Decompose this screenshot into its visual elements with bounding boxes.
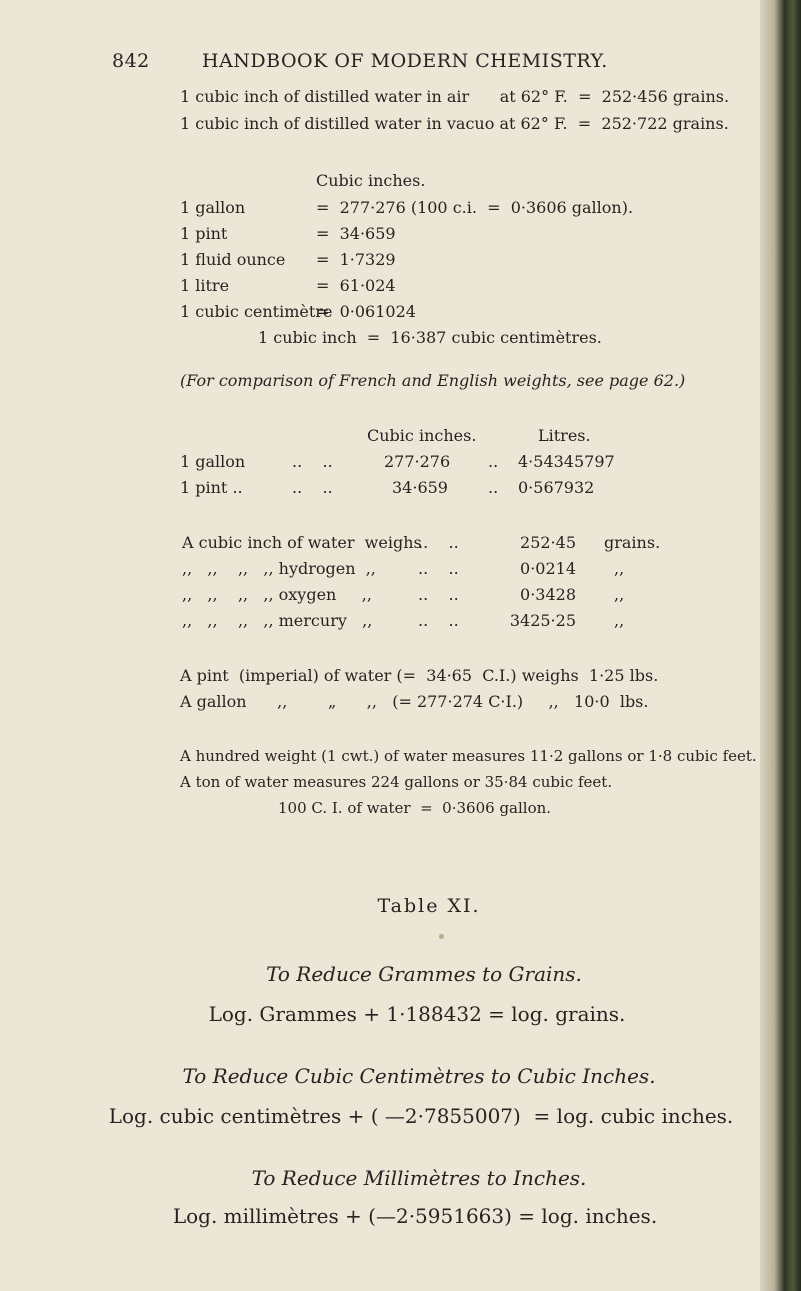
table-cell-value: 252·45 xyxy=(520,533,576,552)
formula: Log. Grammes + 1·188432 = log. grains. xyxy=(208,1002,626,1026)
print-speck xyxy=(439,934,444,939)
leader-dots: .. .. xyxy=(292,452,333,471)
text-line: A hundred weight (1 cwt.) of water measures 11·2 gallons or 1·8 cubic feet. xyxy=(180,747,757,765)
row-label: 1 fluid ounce xyxy=(180,250,286,269)
row-label: 1 pint xyxy=(180,224,228,243)
row-label: 1 litre xyxy=(180,276,230,295)
table-row-label: ,, ,, ,, ,, mercury ,, xyxy=(182,611,373,630)
row-value: = 34·659 xyxy=(316,224,396,243)
leader-dots: .. .. xyxy=(418,611,459,630)
comparison-note: (For comparison of French and English weights, see page 62.) xyxy=(180,371,686,390)
row-label: 1 cubic centimètre xyxy=(180,302,333,321)
table-row-label: ,, ,, ,, ,, hydrogen ,, xyxy=(182,559,376,578)
leader-dots: .. .. xyxy=(418,585,459,604)
table-cell-value: 3425·25 xyxy=(509,611,576,630)
book-binding-edge xyxy=(760,0,801,1291)
section-heading: To Reduce Millimètres to Inches. xyxy=(251,1166,587,1190)
table-cell-litres: 4·54345797 xyxy=(518,452,615,471)
table-cell-value: 0·3428 xyxy=(520,585,576,604)
text-line: A gallon ,, „ ,, (= 277·274 C·I.) ,, 10·0 lbs. xyxy=(180,692,649,711)
row-value: = 1·7329 xyxy=(316,250,396,269)
text-line: A ton of water measures 224 gallons or 35·84 cubic feet. xyxy=(180,773,613,791)
table-row-label: A cubic inch of water weighs xyxy=(182,533,422,552)
row-value: = 61·024 xyxy=(316,276,396,295)
text-line: 1 cubic inch of distilled water in vacuo at 62° F. = 252·722 grains. xyxy=(180,114,729,133)
leader-dots: .. xyxy=(488,478,499,497)
row-value: = 0·061024 xyxy=(316,302,416,321)
row-value: = 277·276 (100 c.i. = 0·3606 gallon). xyxy=(316,198,634,217)
page-number: 842 xyxy=(112,50,150,72)
table-cell-unit: grains. xyxy=(604,533,661,552)
table-row-label: 1 gallon xyxy=(180,452,246,471)
text-line: A pint (imperial) of water (= 34·65 C.I.) weighs 1·25 lbs. xyxy=(180,666,659,685)
column-heading-litres: Litres. xyxy=(538,426,591,445)
leader-dots: .. .. xyxy=(418,559,459,578)
table-cell-unit: ,, xyxy=(614,559,625,578)
table-cell-cubic: 277·276 xyxy=(384,452,451,471)
table-row-label: ,, ,, ,, ,, oxygen ,, xyxy=(182,585,372,604)
table-cell-unit: ,, xyxy=(614,611,625,630)
table-cell-unit: ,, xyxy=(614,585,625,604)
table-cell-cubic: 34·659 xyxy=(392,478,448,497)
table-cell-litres: 0·567932 xyxy=(518,478,595,497)
table-title: Table XI. xyxy=(377,895,481,917)
leader-dots: .. .. xyxy=(418,533,459,552)
table-row-label: 1 pint .. xyxy=(180,478,243,497)
formula: Log. millimètres + (—2·5951663) = log. inches. xyxy=(172,1204,658,1228)
leader-dots: .. .. xyxy=(292,478,333,497)
running-title: HANDBOOK OF MODERN CHEMISTRY. xyxy=(202,50,608,72)
text-line: 100 C. I. of water = 0·3606 gallon. xyxy=(278,799,552,817)
table-cell-value: 0·0214 xyxy=(520,559,576,578)
section-heading: To Reduce Grammes to Grains. xyxy=(266,962,582,986)
text-line: 1 cubic inch of distilled water in air at 62° F. = 252·456 grains. xyxy=(180,87,730,106)
row-label: 1 gallon xyxy=(180,198,246,217)
section-heading: To Reduce Cubic Centimètres to Cubic Inches. xyxy=(182,1064,656,1088)
block-footer: 1 cubic inch = 16·387 cubic centimètres. xyxy=(258,328,602,347)
formula: Log. cubic centimètres + ( —2·7855007) = log. cubic inches. xyxy=(108,1104,734,1128)
column-heading: Cubic inches. xyxy=(316,171,426,190)
column-heading-cubic: Cubic inches. xyxy=(367,426,477,445)
leader-dots: .. xyxy=(488,452,499,471)
